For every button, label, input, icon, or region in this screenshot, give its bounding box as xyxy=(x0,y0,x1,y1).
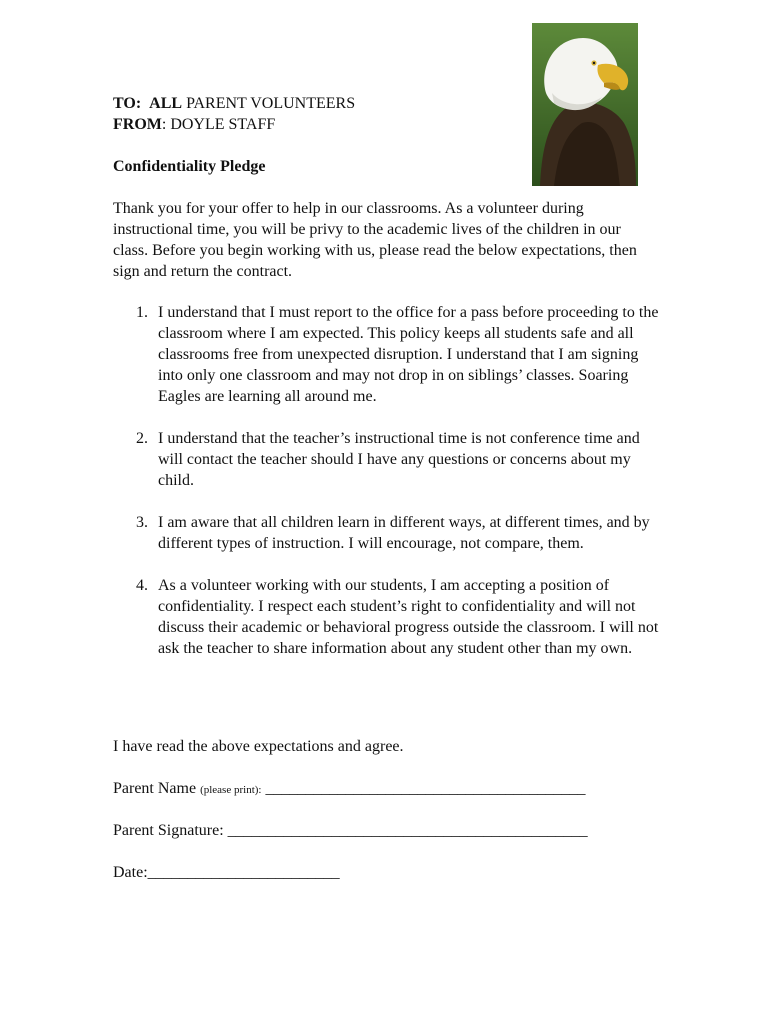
parent-name-line[interactable]: ________________________________________ xyxy=(261,780,586,797)
parent-name-label: Parent Name xyxy=(113,780,201,797)
item-text: I understand that the teacher’s instructional time is not conference time and will contact the teacher should I have any questions or concerns about my child. xyxy=(158,430,640,489)
from-value: : DOYLE STAFF xyxy=(161,116,276,133)
parent-signature-line[interactable]: _____________________________________________ xyxy=(227,822,588,839)
pledge-item xyxy=(113,302,663,407)
parent-name-hint: (please print): xyxy=(200,784,262,796)
pledge-item xyxy=(113,428,663,491)
bald-eagle-photo xyxy=(532,23,638,186)
pledge-item xyxy=(113,512,663,554)
memo-header xyxy=(113,93,513,135)
eagle-image xyxy=(532,23,638,186)
item-number: 4. xyxy=(136,577,148,594)
item-text: I am aware that all children learn in different ways, at different times, and by different types of instruction. I will encourage, not compare, them. xyxy=(158,514,650,552)
pledge-list xyxy=(113,302,663,680)
intro-paragraph: Thank you for your offer to help in our classrooms. As a volunteer during instructional time, you will be privy to the academic lives of the children in our class. Before you begin working with us, please read the below expectations, then sign and return the contract. xyxy=(113,200,637,280)
parent-signature-label: Parent Signature: xyxy=(113,822,228,839)
item-text: As a volunteer working with our students, I am accepting a position of confidentiality. I respect each student’s right to confidentiality and will not discuss their academic or behavioral progress outside the classroom. I will not ask the teacher to share information about any student other than my own. xyxy=(158,577,659,657)
to-line xyxy=(113,93,513,114)
parent-name-field[interactable] xyxy=(113,778,585,801)
to-value: PARENT VOLUNTEERS xyxy=(186,95,356,112)
from-label: FROM xyxy=(113,116,162,133)
date-line[interactable]: ________________________ xyxy=(147,864,340,881)
to-all: ALL xyxy=(149,95,183,112)
item-number: 2. xyxy=(136,430,148,447)
agreement-statement: I have read the above expectations and agree. xyxy=(113,738,404,755)
item-number: 3. xyxy=(136,514,148,531)
item-text: I understand that I must report to the office for a pass before proceeding to the classroom where I am expected. This policy keeps all students safe and all classrooms free from unexpected disruption. I understand that I am signing into only one classroom and may not drop in on siblings’ classes. Soaring Eagles are learning all around me. xyxy=(158,304,659,405)
date-label: Date: xyxy=(113,864,148,881)
item-number: 1. xyxy=(136,304,148,321)
pledge-item xyxy=(113,575,663,659)
from-line xyxy=(113,114,513,135)
parent-signature-field[interactable] xyxy=(113,820,588,841)
to-label: TO: xyxy=(113,95,142,112)
document-title: Confidentiality Pledge xyxy=(113,158,266,175)
date-field[interactable] xyxy=(113,862,340,883)
